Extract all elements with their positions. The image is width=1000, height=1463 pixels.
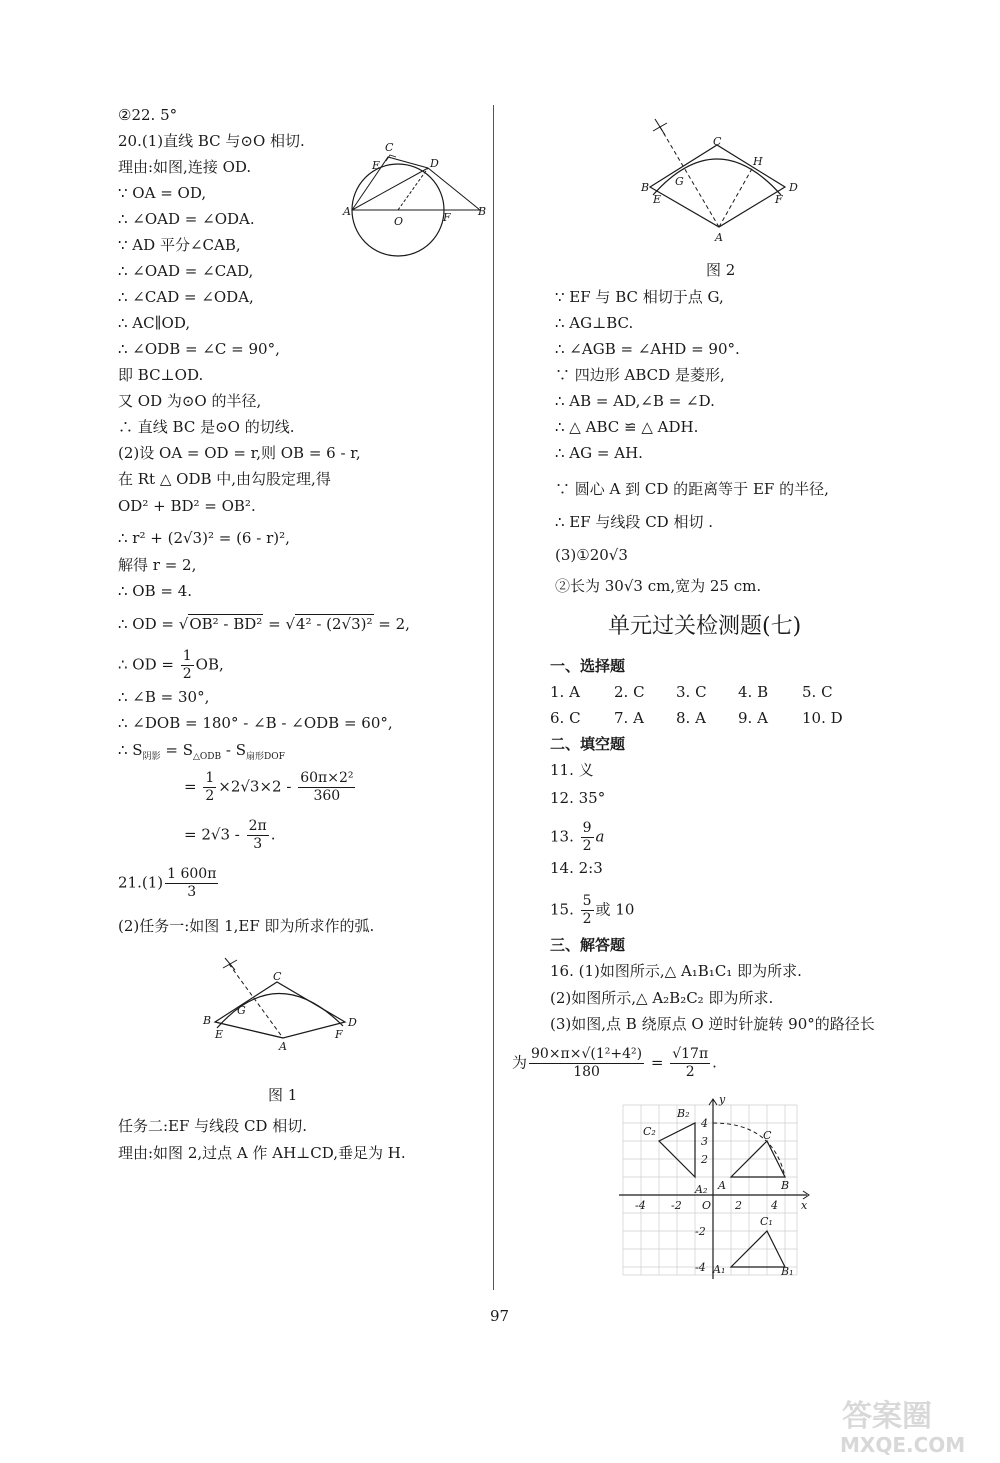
- svg-text:E: E: [372, 159, 381, 172]
- answer: 6. C: [550, 709, 581, 727]
- text-line: ∵ OA = OD,: [118, 184, 207, 202]
- svg-text:A: A: [718, 1179, 726, 1192]
- svg-text:B₁: B₁: [781, 1265, 794, 1278]
- svg-text:-2: -2: [695, 1225, 706, 1238]
- svg-text:B: B: [478, 205, 487, 218]
- svg-text:D: D: [430, 157, 439, 170]
- svg-text:E: E: [653, 193, 662, 206]
- text-line: (3)如图,点 B 绕原点 O 逆时针旋转 90°的路径长: [550, 1015, 875, 1033]
- od-sqrt-line: ∴ OD = √OB² - BD² = √4² - (2√3)² = 2,: [118, 615, 410, 633]
- svg-text:3: 3: [701, 1135, 708, 1148]
- text-line: 12. 35°: [550, 789, 606, 807]
- od-fraction-line: ∴ OD = $\frac{1}{2}$ OB,: [118, 648, 224, 682]
- arc-length-line: 为 $\frac{\text{90×π×√(1²+4²)}}{180}$ = $\frac{√17\pi}{2}$ .: [512, 1046, 717, 1080]
- svg-text:O: O: [702, 1199, 712, 1212]
- text-line: ②长为 30√3 cm,宽为 25 cm.: [555, 577, 762, 595]
- section-fill: 二、填空题: [550, 735, 626, 753]
- answer: 4. B: [738, 683, 769, 701]
- circle-tangent-figure: [340, 135, 490, 260]
- text-line: ∴ ∠OAD = ∠CAD,: [118, 262, 254, 280]
- svg-text:G: G: [675, 175, 684, 188]
- text-line: 即 BC⊥OD.: [118, 366, 204, 384]
- text-line: (2)如图所示,△ A₂B₂C₂ 即为所求.: [550, 989, 774, 1007]
- svg-text:F: F: [443, 211, 451, 224]
- svg-text:A₁: A₁: [713, 1263, 726, 1276]
- svg-text:C: C: [713, 135, 722, 148]
- text-line: (2)设 OA = OD = r,则 OB = 6 - r,: [118, 444, 361, 462]
- text-line: 解得 r = 2,: [118, 556, 197, 574]
- svg-text:D: D: [789, 181, 798, 194]
- column-divider: [493, 105, 494, 1290]
- text-line: ∴ ∠ODB = ∠C = 90°,: [118, 340, 280, 358]
- svg-text:O: O: [394, 215, 404, 228]
- area-result-line: = 2√3 - $\frac{2\pi}{3}$ .: [184, 818, 276, 852]
- answer: 3. C: [676, 683, 707, 701]
- svg-text:B: B: [781, 1179, 790, 1192]
- text-line: 16. (1)如图所示,△ A₁B₁C₁ 即为所求.: [550, 962, 802, 980]
- answer: 7. A: [614, 709, 644, 727]
- figure-2-diagram: [635, 115, 810, 250]
- text-line: ∴ AG⊥BC.: [555, 314, 634, 332]
- svg-text:2: 2: [701, 1153, 708, 1166]
- svg-text:MXQE.COM: MXQE.COM: [840, 1433, 966, 1457]
- text-line: ∴ ∠AGB = ∠AHD = 90°.: [555, 340, 740, 358]
- text-line: 又 OD 为⊙O 的半径,: [118, 392, 262, 410]
- text-line: ∵ EF 与 BC 相切于点 G,: [555, 288, 724, 306]
- svg-text:A: A: [279, 1040, 287, 1050]
- svg-text:B: B: [641, 181, 650, 194]
- svg-text:C: C: [273, 970, 282, 983]
- text-line: ∴ r² + (2√3)² = (6 - r)²,: [118, 529, 290, 547]
- text-line: 11. 义: [550, 761, 594, 779]
- text-line: ∴ AC∥OD,: [118, 314, 191, 332]
- svg-text:y: y: [719, 1095, 726, 1106]
- text-line: ∴ ∠CAD = ∠ODA,: [118, 288, 254, 306]
- svg-text:-4: -4: [695, 1261, 706, 1274]
- text-line: ②22. 5°: [118, 106, 178, 124]
- svg-text:-4: -4: [635, 1199, 646, 1212]
- text-line: 在 Rt △ ODB 中,由勾股定理,得: [118, 470, 331, 488]
- text-line: ∵ AD 平分∠CAB,: [118, 236, 241, 254]
- text-line: ∴ 直线 BC 是⊙O 的切线.: [118, 418, 295, 436]
- area-formula-line: ∴ $S_{阴影} = S_{\triangle ODB} - S_{扇形DOF}$: [118, 741, 285, 762]
- text-line: 任务二:EF 与线段 CD 相切.: [118, 1117, 307, 1135]
- text-line: 理由:如图 2,过点 A 作 AH⊥CD,垂足为 H.: [118, 1144, 406, 1162]
- svg-text:B: B: [203, 1014, 212, 1027]
- page-number: 97: [490, 1307, 510, 1325]
- figure-1-caption: 图 1: [268, 1086, 298, 1104]
- answer: 9. A: [738, 709, 768, 727]
- svg-text:4: 4: [701, 1117, 708, 1130]
- svg-text:F: F: [335, 1028, 343, 1041]
- answer: 8. A: [676, 709, 706, 727]
- text-line: ∴ △ ABC ≌ △ ADH.: [555, 418, 699, 436]
- text-line: OD² + BD² = OB².: [118, 497, 256, 515]
- svg-text:A: A: [715, 231, 723, 244]
- svg-text:C₁: C₁: [760, 1215, 773, 1228]
- watermark-logo: [830, 1388, 990, 1458]
- svg-text:H: H: [753, 155, 763, 168]
- text-line: (2)任务一:如图 1,EF 即为所求作的弧.: [118, 917, 375, 935]
- figure-1-diagram: [195, 950, 370, 1050]
- svg-text:B₂: B₂: [677, 1107, 690, 1120]
- svg-text:4: 4: [771, 1199, 778, 1212]
- svg-text:D: D: [348, 1016, 357, 1029]
- text-line: 理由:如图,连接 OD.: [118, 158, 252, 176]
- text-line: ∵ 圆心 A 到 CD 的距离等于 EF 的半径,: [555, 480, 829, 498]
- text-line: (3)①20√3: [555, 546, 628, 564]
- answer: 2. C: [614, 683, 645, 701]
- answer: 10. D: [802, 709, 843, 727]
- coordinate-grid-figure: [615, 1095, 815, 1280]
- text-line: ∴ ∠DOB = 180° - ∠B - ∠ODB = 60°,: [118, 714, 393, 732]
- fill-13-line: 13. $\frac{9}{2}$ a: [550, 820, 605, 854]
- svg-text:G: G: [237, 1004, 246, 1017]
- svg-text:C: C: [385, 141, 394, 154]
- svg-text:F: F: [775, 193, 783, 206]
- svg-text:C: C: [763, 1129, 772, 1142]
- q21-line: 21.(1) $\frac{1 600\pi}{3}$: [118, 866, 217, 900]
- svg-text:-2: -2: [671, 1199, 682, 1212]
- answer: 1. A: [550, 683, 580, 701]
- text-line: 14. 2:3: [550, 859, 603, 877]
- text-line: ∴ EF 与线段 CD 相切 .: [555, 513, 714, 531]
- area-calc-line: = $\frac{1}{2}$ ×2√3×2 - $\frac{\text{60π×2²}}{360}$: [184, 770, 354, 804]
- svg-text:x: x: [801, 1199, 808, 1212]
- text-line: ∴ OB = 4.: [118, 582, 193, 600]
- figure-2-caption: 图 2: [706, 261, 736, 279]
- text-line: ∵ 四边形 ABCD 是菱形,: [555, 366, 725, 384]
- text-line: ∴ ∠B = 30°,: [118, 688, 210, 706]
- svg-text:C₂: C₂: [643, 1125, 656, 1138]
- text-line: 20.(1)直线 BC 与⊙O 相切.: [118, 132, 305, 150]
- section-choice: 一、选择题: [550, 657, 626, 675]
- text-line: ∴ ∠OAD = ∠ODA.: [118, 210, 255, 228]
- answer: 5. C: [802, 683, 833, 701]
- svg-text:A₂: A₂: [695, 1183, 708, 1196]
- fill-15-line: 15. $\frac{5}{2}$ 或 10: [550, 893, 635, 927]
- svg-text:答案圈: 答案圈: [842, 1399, 932, 1434]
- text-line: ∴ AB = AD,∠B = ∠D.: [555, 392, 715, 410]
- section-heading: 单元过关检测题(七): [608, 614, 802, 639]
- svg-text:A: A: [343, 205, 351, 218]
- svg-text:E: E: [215, 1028, 224, 1041]
- section-solve: 三、解答题: [550, 936, 626, 954]
- svg-text:2: 2: [735, 1199, 742, 1212]
- text-line: ∴ AG = AH.: [555, 444, 643, 462]
